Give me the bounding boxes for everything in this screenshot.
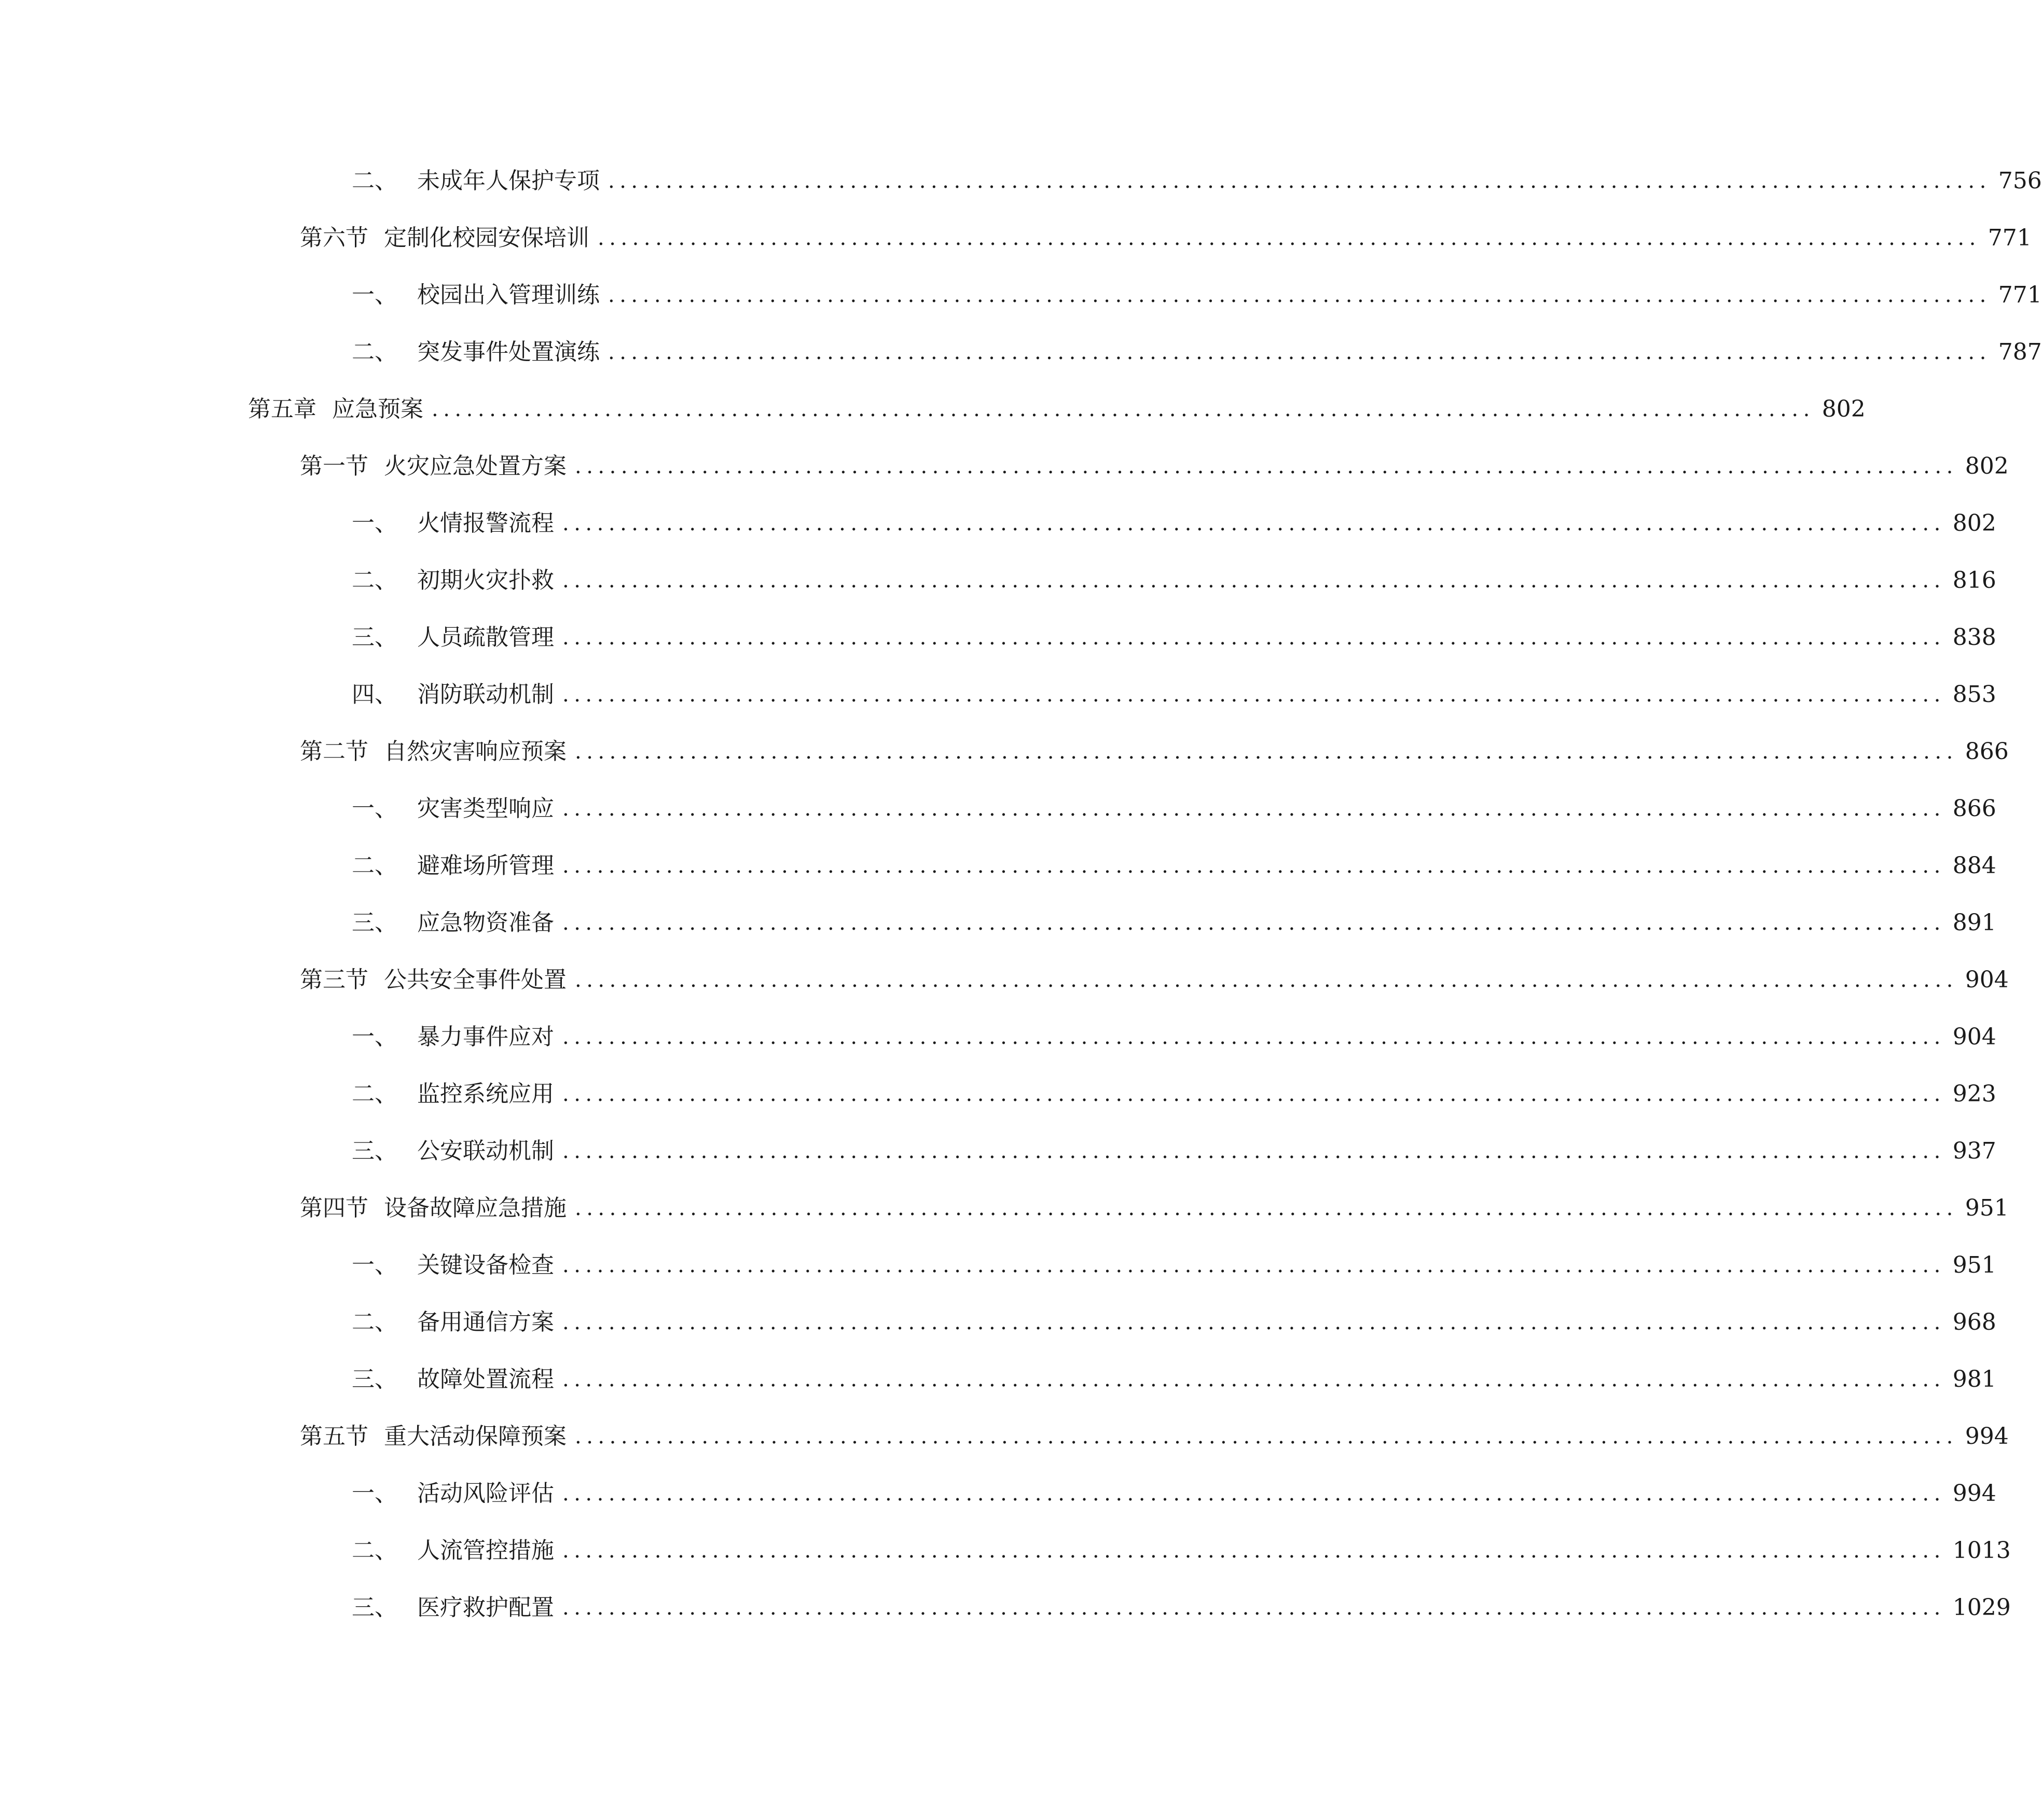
toc-page-number: 771 xyxy=(1988,225,2032,251)
toc-entry-number: 三、 xyxy=(352,1366,397,1392)
toc-entry[interactable] xyxy=(352,1302,1996,1343)
toc-entry[interactable] xyxy=(352,674,1996,715)
toc-entry-title: 定制化校园安保培训 xyxy=(384,225,589,251)
toc-dot-leader: ........................................................................................................................ xyxy=(608,340,1991,364)
toc-entry-number: 四、 xyxy=(352,681,397,708)
toc-entry-number: 三、 xyxy=(352,909,397,936)
toc-entry[interactable] xyxy=(300,446,2009,487)
toc-entry-title: 设备故障应急措施 xyxy=(384,1195,567,1221)
toc-entry-number: 三、 xyxy=(352,1594,397,1621)
toc-page-number: 787 xyxy=(1998,339,2042,365)
toc-entry-title: 公共安全事件处置 xyxy=(384,967,567,993)
toc-entry-title: 人流管控措施 xyxy=(417,1537,554,1564)
toc-entry-title: 重大活动保障预案 xyxy=(384,1423,567,1450)
toc-entry-number: 一、 xyxy=(352,1480,397,1507)
toc-entry-number: 一、 xyxy=(352,282,397,308)
toc-entry-title: 应急预案 xyxy=(332,396,423,422)
toc-dot-leader: ........................................................................................................................ xyxy=(562,911,1946,935)
toc-entry-title: 避难场所管理 xyxy=(417,852,554,879)
toc-page-number: 904 xyxy=(1952,1024,1996,1050)
toc-page-number: 802 xyxy=(1822,396,1866,422)
toc-entry[interactable] xyxy=(352,1016,1996,1058)
toc-entry-number: 第四节 xyxy=(300,1195,368,1221)
toc-dot-leader: ........................................................................................................................ xyxy=(562,626,1946,650)
toc-entry-title: 人员疏散管理 xyxy=(417,624,554,651)
toc-page-number: 838 xyxy=(1952,624,1996,651)
toc-entry-title: 监控系统应用 xyxy=(417,1081,554,1107)
toc-entry[interactable] xyxy=(352,1073,1996,1115)
toc-dot-leader: ........................................................................................................................ xyxy=(575,968,1958,992)
toc-dot-leader: ........................................................................................................................ xyxy=(562,1025,1946,1049)
toc-entry-title: 未成年人保护专项 xyxy=(417,168,600,194)
toc-entry-title: 火情报警流程 xyxy=(417,510,554,536)
toc-entry[interactable] xyxy=(352,1130,1996,1172)
toc-entry-number: 二、 xyxy=(352,1309,397,1335)
toc-entry-number: 三、 xyxy=(352,624,397,651)
toc-dot-leader: ........................................................................................................................ xyxy=(608,169,1991,193)
toc-entry-number: 二、 xyxy=(352,1537,397,1564)
toc-entry[interactable] xyxy=(300,217,2032,259)
toc-entry-title: 火灾应急处置方案 xyxy=(384,453,567,479)
toc-page-number: 951 xyxy=(1965,1195,2009,1221)
toc-dot-leader: ........................................................................................................................ xyxy=(562,1539,1946,1563)
toc-page-number: 904 xyxy=(1965,967,2009,993)
toc-dot-leader: ........................................................................................................................ xyxy=(575,1196,1958,1220)
toc-entry-title: 校园出入管理训练 xyxy=(417,282,600,308)
toc-dot-leader: ........................................................................................................................ xyxy=(562,1311,1946,1334)
toc-entry-title: 突发事件处置演练 xyxy=(417,339,600,365)
toc-entry-number: 一、 xyxy=(352,1252,397,1278)
toc-page-number: 771 xyxy=(1998,282,2042,308)
toc-dot-leader: ........................................................................................................................ xyxy=(562,1253,1946,1277)
toc-page-number: 891 xyxy=(1952,909,1996,936)
toc-page-number: 816 xyxy=(1952,567,1996,594)
toc-entry-title: 消防联动机制 xyxy=(417,681,554,708)
toc-entry-number: 二、 xyxy=(352,168,397,194)
toc-page-number: 923 xyxy=(1952,1081,1996,1107)
toc-entry-title: 自然灾害响应预案 xyxy=(384,738,567,765)
toc-entry-number: 第三节 xyxy=(300,967,368,993)
toc-dot-leader: ........................................................................................................................ xyxy=(575,740,1958,764)
toc-entry-title: 故障处置流程 xyxy=(417,1366,554,1392)
toc-entry[interactable] xyxy=(352,845,1996,887)
toc-dot-leader: ........................................................................................................................ xyxy=(562,512,1946,535)
toc-entry-number: 一、 xyxy=(352,1024,397,1050)
toc-entry[interactable] xyxy=(300,959,2009,1001)
toc-dot-leader: ........................................................................................................................ xyxy=(562,854,1946,878)
toc-page-number: 866 xyxy=(1965,738,2009,765)
toc-entry[interactable] xyxy=(352,1245,1996,1286)
toc-entry-title: 灾害类型响应 xyxy=(417,795,554,822)
toc-entry-number: 二、 xyxy=(352,852,397,879)
toc-dot-leader: ........................................................................................................................ xyxy=(562,683,1946,707)
toc-entry-number: 二、 xyxy=(352,1081,397,1107)
toc-page-number: 968 xyxy=(1952,1309,1996,1335)
toc-entry-number: 第六节 xyxy=(300,225,368,251)
toc-dot-leader: ........................................................................................................................ xyxy=(575,1425,1958,1449)
toc-entry[interactable] xyxy=(352,902,1996,944)
toc-entry[interactable] xyxy=(352,332,2042,373)
toc-page-number: 756 xyxy=(1998,168,2042,194)
toc-page-number: 951 xyxy=(1952,1252,1996,1278)
toc-entry[interactable] xyxy=(352,1530,2011,1571)
toc-entry[interactable] xyxy=(352,1587,2011,1629)
toc-page-number: 802 xyxy=(1952,510,1996,536)
toc-entry-title: 初期火灾扑救 xyxy=(417,567,554,594)
toc-entry[interactable] xyxy=(352,617,1996,658)
toc-dot-leader: ........................................................................................................................ xyxy=(598,226,1981,250)
toc-entry-number: 第一节 xyxy=(300,453,368,479)
toc-dot-leader: ........................................................................................................................ xyxy=(562,1368,1946,1391)
toc-entry[interactable] xyxy=(352,1359,1996,1400)
toc-page-number: 853 xyxy=(1952,681,1996,708)
toc-page-number: 981 xyxy=(1952,1366,1996,1392)
toc-entry-number: 一、 xyxy=(352,795,397,822)
toc-entry-number: 一、 xyxy=(352,510,397,536)
toc-page-number: 994 xyxy=(1952,1480,1996,1507)
toc-page-number: 1013 xyxy=(1952,1537,2011,1564)
toc-entry[interactable] xyxy=(300,1416,2009,1457)
toc-entry-title: 活动风险评估 xyxy=(417,1480,554,1507)
toc-entry-number: 二、 xyxy=(352,567,397,594)
toc-entry-title: 医疗救护配置 xyxy=(417,1594,554,1621)
toc-entry[interactable] xyxy=(352,274,2042,316)
toc-entry-title: 备用通信方案 xyxy=(417,1309,554,1335)
toc-entry[interactable] xyxy=(352,160,2042,202)
toc-entry-number: 三、 xyxy=(352,1138,397,1164)
toc-entry[interactable] xyxy=(300,1188,2009,1229)
toc-entry-title: 公安联动机制 xyxy=(417,1138,554,1164)
toc-page-number: 937 xyxy=(1952,1138,1996,1164)
toc-dot-leader: ........................................................................................................................ xyxy=(562,569,1946,592)
toc-dot-leader: ........................................................................................................................ xyxy=(562,1596,1946,1620)
toc-entry-number: 第二节 xyxy=(300,738,368,765)
toc-entry-number: 二、 xyxy=(352,339,397,365)
toc-entry-number: 第五章 xyxy=(248,396,316,422)
toc-entry-title: 暴力事件应对 xyxy=(417,1024,554,1050)
toc-page-number: 866 xyxy=(1952,795,1996,822)
toc-entry[interactable] xyxy=(248,389,1866,430)
toc-entry-title: 关键设备检查 xyxy=(417,1252,554,1278)
toc-dot-leader: ........................................................................................................................ xyxy=(562,1482,1946,1506)
toc-page-number: 1029 xyxy=(1952,1594,2011,1621)
toc-dot-leader: ........................................................................................................................ xyxy=(562,1082,1946,1106)
toc-entry[interactable] xyxy=(352,1473,1996,1514)
toc-dot-leader: ........................................................................................................................ xyxy=(562,1139,1946,1163)
toc-page-number: 994 xyxy=(1965,1423,2009,1450)
toc-entry[interactable] xyxy=(352,503,1996,544)
toc-page-number: 884 xyxy=(1952,852,1996,879)
toc-dot-leader: ........................................................................................................................ xyxy=(432,397,1815,421)
toc-entry[interactable] xyxy=(352,788,1996,830)
toc-dot-leader: ........................................................................................................................ xyxy=(562,797,1946,821)
toc-entry-title: 应急物资准备 xyxy=(417,909,554,936)
toc-page-number: 802 xyxy=(1965,453,2009,479)
toc-entry[interactable] xyxy=(352,560,1996,601)
toc-dot-leader: ........................................................................................................................ xyxy=(608,283,1991,307)
toc-entry-number: 第五节 xyxy=(300,1423,368,1450)
toc-dot-leader: ........................................................................................................................ xyxy=(575,454,1958,478)
toc-entry[interactable] xyxy=(300,731,2009,773)
